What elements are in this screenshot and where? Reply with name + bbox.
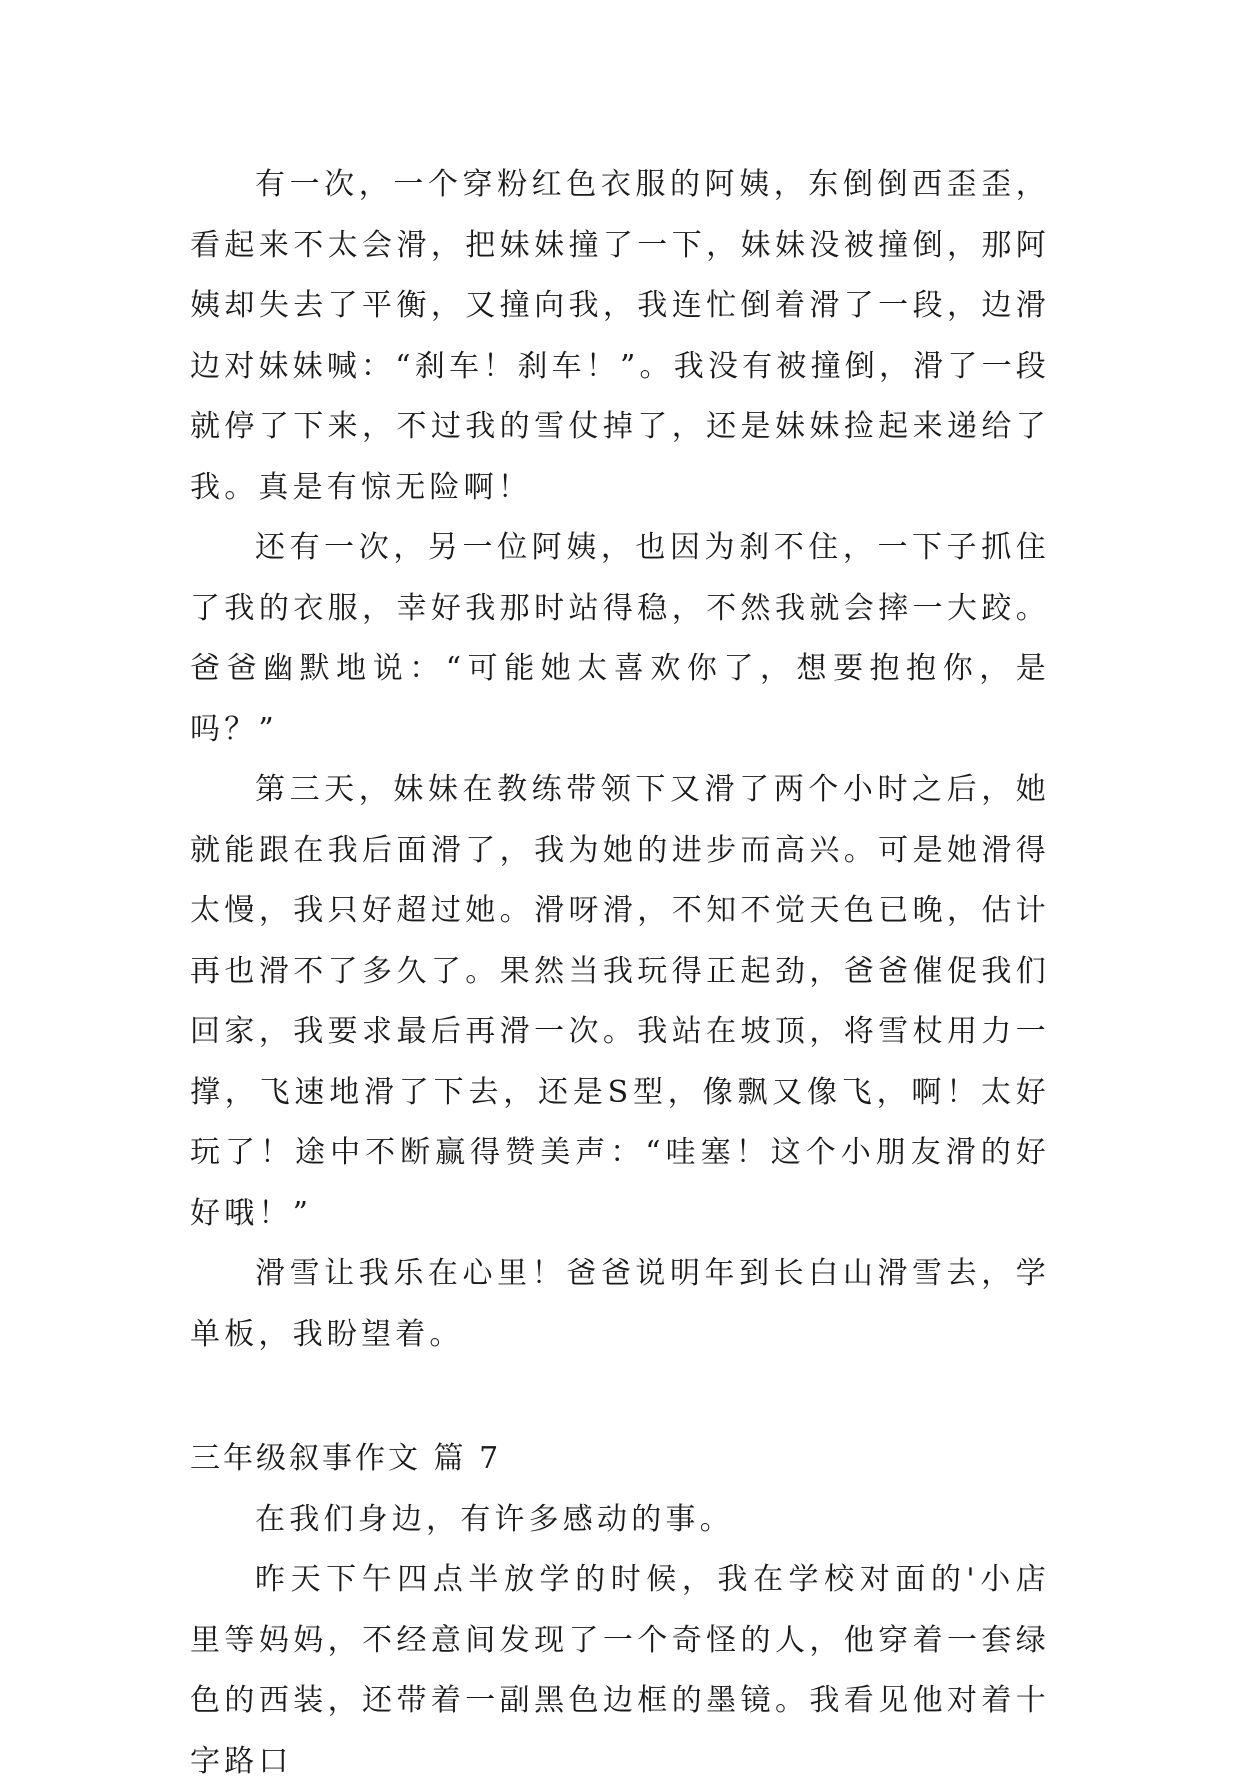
document-body — [190, 155, 1050, 1792]
paragraph-touching-things: 在我们身边，有许多感动的事。 — [255, 1501, 734, 1537]
paragraph-another-aunt: 还有一次，另一位阿姨，也因为刹不住，一下子抓住了我的衣服，幸好我那时站得稳，不然我就会摔一大跤。爸爸幽默地说：“可能她太喜欢你了，想要抱抱你，是吗？” — [190, 530, 1050, 747]
paragraph-conclusion: 滑雪让我乐在心里！爸爸说明年到长白山滑雪去，学单板，我盼望着。 — [190, 1256, 1050, 1352]
paragraph-near-miss: 有一次，一个穿粉红色衣服的阿姨，东倒倒西歪歪，看起来不太会滑，把妹妹撞了一下，妹妹没被撞倒，那阿姨却失去了平衡，又撞向我，我连忙倒着滑了一段，边滑边对妹妹喊：“刹车！刹车！”。我没有被撞倒，滑了一段就停了下来，不过我的雪仗掉了，还是妹妹捡起来递给了我。真是有惊无险啊！ — [190, 167, 1050, 505]
paragraph-after-school: 昨天下午四点半放学的时候，我在学校对面的'小店里等妈妈，不经意间发现了一个奇怪的人，他穿着一套绿色的西装，还带着一副黑色边框的墨镜。我看见他对着十字路口 — [190, 1562, 1050, 1779]
paragraph-third-day: 第三天，妹妹在教练带领下又滑了两个小时之后，她就能跟在我后面滑了，我为她的进步而高兴。可是她滑得太慢，我只好超过她。滑呀滑，不知不觉天色已晚，估计再也滑不了多久了。果然当我玩得正起劲，爸爸催促我们回家，我要求最后再滑一次。我站在坡顶，将雪杖用力一撑，飞速地滑了下去，还是S型，像飘又像飞，啊！太好玩了！途中不断赢得赞美声：“哇塞！这个小朋友滑的好好哦！” — [190, 772, 1050, 1231]
section-heading: 三年级叙事作文 篇 7 — [190, 1441, 502, 1476]
